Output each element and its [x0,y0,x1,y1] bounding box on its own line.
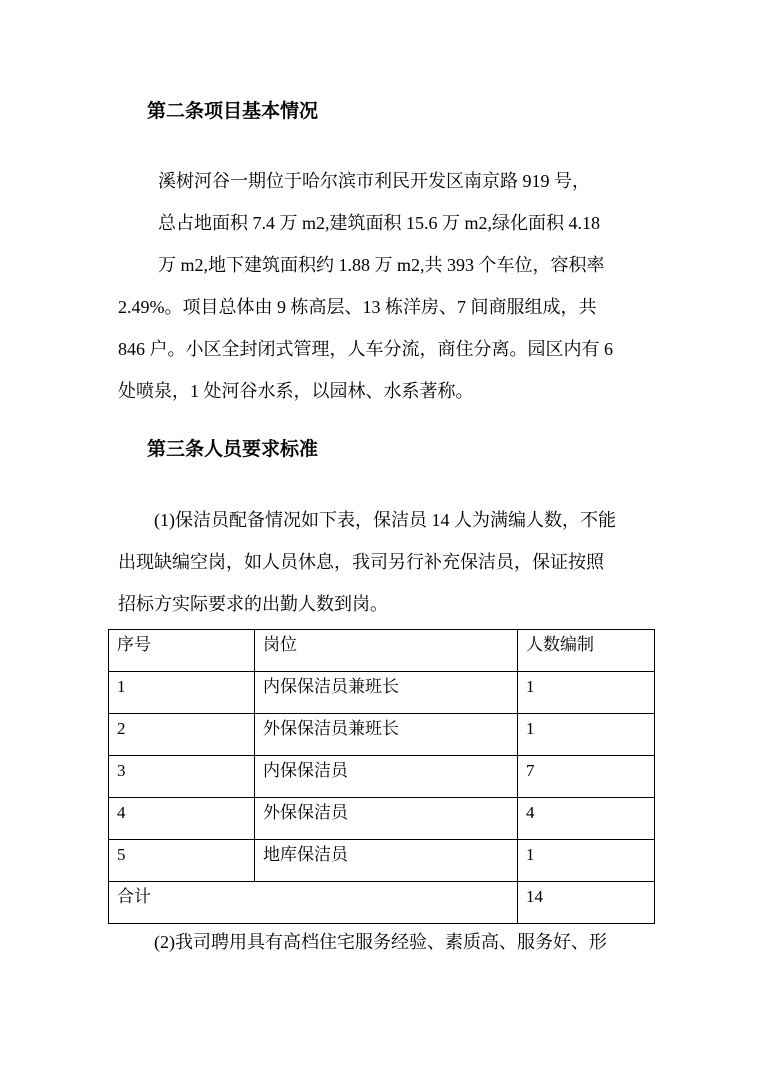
cell-index: 1 [109,672,255,714]
paragraph-line: 846 户。小区全封闭式管理，人车分流，商住分离。园区内有 6 [118,339,613,359]
staffing-table [108,629,655,924]
paragraph-line: 处喷泉，1 处河谷水系，以园林、水系著称。 [118,381,474,401]
cell-count: 1 [518,672,655,714]
cell-count: 4 [518,798,655,840]
cell-index: 2 [109,714,255,756]
table-row [109,714,655,756]
section-heading-2: 第二条项目基本情况 [147,101,319,122]
header-cell: 岗位 [255,630,518,672]
table-row [109,840,655,882]
table-total-row [109,882,655,924]
total-label: 合计 [109,882,518,924]
cell-count: 1 [518,840,655,882]
header-cell: 人数编制 [518,630,655,672]
table-row [109,672,655,714]
table-row [109,756,655,798]
cell-position: 外保保洁员 [255,798,518,840]
cell-index: 4 [109,798,255,840]
paragraph-line: 总占地面积 7.4 万 m2,建筑面积 15.6 万 m2,绿化面积 4.18 [158,213,601,233]
paragraph-line: 招标方实际要求的出勤人数到岗。 [118,594,388,614]
cell-position: 内保保洁员兼班长 [255,672,518,714]
cell-index: 3 [109,756,255,798]
cell-index: 5 [109,840,255,882]
paragraph-line: (2)我司聘用具有高档住宅服务经验、素质高、服务好、形 [154,932,607,952]
paragraph-line: 2.49%。项目总体由 9 栋高层、13 栋洋房、7 间商服组成，共 [118,297,597,317]
cell-position: 地库保洁员 [255,840,518,882]
table-row [109,798,655,840]
paragraph-line: 溪树河谷一期位于哈尔滨市利民开发区南京路 919 号， [158,171,590,191]
cell-count: 1 [518,714,655,756]
cell-position: 内保保洁员 [255,756,518,798]
section-heading-3: 第三条人员要求标准 [147,439,319,460]
paragraph-line: 出现缺编空岗，如人员休息，我司另行补充保洁员，保证按照 [118,552,604,572]
total-value: 14 [518,882,655,924]
table-header-row [109,630,655,672]
header-cell: 序号 [109,630,255,672]
cell-count: 7 [518,756,655,798]
cell-position: 外保保洁员兼班长 [255,714,518,756]
paragraph-line: 万 m2,地下建筑面积约 1.88 万 m2,共 393 个车位，容积率 [158,255,605,275]
paragraph-line: (1)保洁员配备情况如下表，保洁员 14 人为满编人数，不能 [154,510,616,530]
